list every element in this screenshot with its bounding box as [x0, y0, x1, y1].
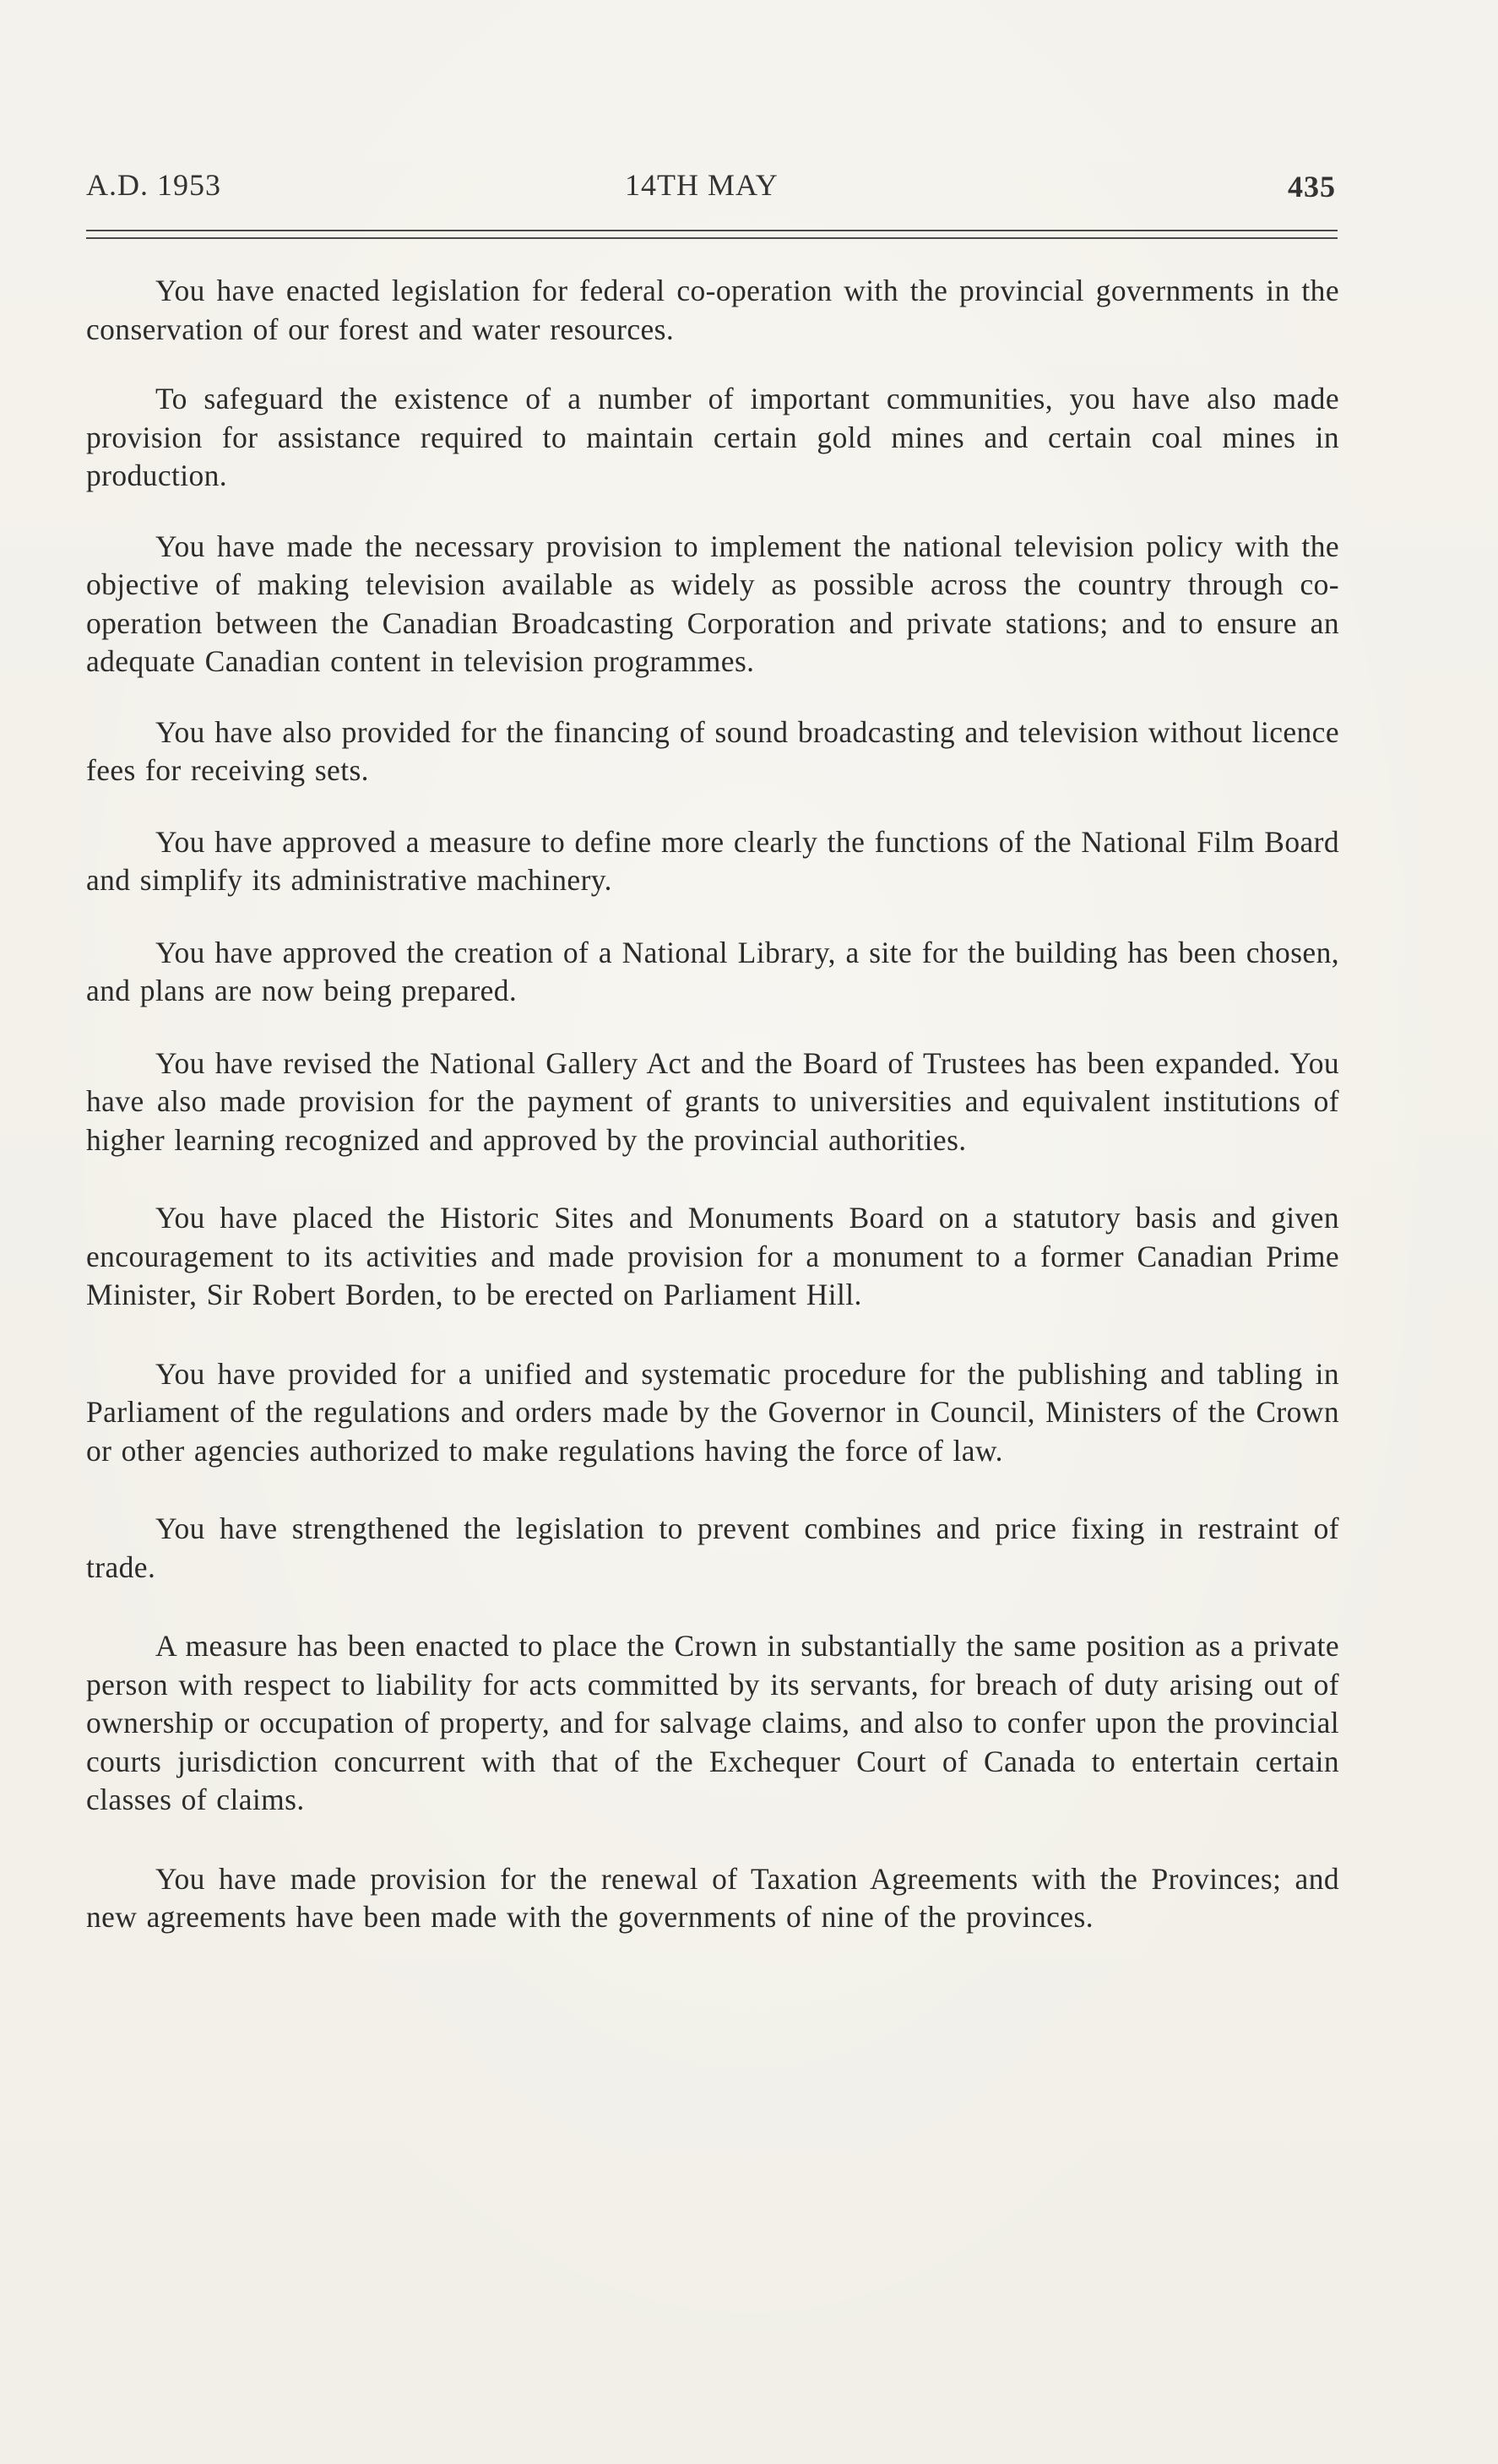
paragraph-national-library: You have approved the creation of a National Library, a site for the building has been chosen, and plans are now being prepared. [86, 935, 1339, 1007]
page-header [86, 167, 1336, 209]
page-number: 435 [1288, 170, 1336, 204]
paragraph-television-policy: You have made the necessary provision to implement the national television policy with the objective of making television available as widely as possible across the country through co-operation between the Canadian Broadcasting Corporation and private stations; and to ensure an adequate Canadian content in television programmes. [86, 529, 1339, 678]
paragraph-forest-water: You have enacted legislation for federal co-operation with the provincial governments in the conservation of our forest and water resources. [86, 274, 1339, 346]
paragraph-combines: You have strengthened the legislation to prevent combines and price fixing in restraint of trade. [86, 1512, 1339, 1584]
paragraph-film-board: You have approved a measure to define more clearly the functions of the National Film Board and simplify its administrative machinery. [86, 824, 1339, 897]
header-rule-top [86, 230, 1338, 231]
header-year: A.D. 1953 [86, 168, 221, 202]
paragraph-regulations: You have provided for a unified and systematic procedure for the publishing and tabling in Parliament of the regulations and orders made by the Governor in Council, Ministers of the Crown or other agencies authorized to make regulations having the force of law. [86, 1356, 1339, 1468]
paragraph-mines: To safeguard the existence of a number of important communities, you have also made provision for assistance required to maintain certain gold mines and certain coal mines in production. [86, 382, 1339, 492]
paragraph-historic-sites: You have placed the Historic Sites and Monuments Board on a statutory basis and given encouragement to its activities and made provision for a monument to a former Canadian Prime Minister, Sir Robert Borden, to be erected on Parliament Hill. [86, 1201, 1339, 1311]
header-rule-bottom [86, 237, 1338, 239]
paragraph-taxation-agreements: You have made provision for the renewal of Taxation Agreements with the Provinces; and new agreements have been made with the governments of nine of the provinces. [86, 1861, 1339, 1934]
paragraph-national-gallery: You have revised the National Gallery Act and the Board of Trustees has been expanded. You have also made provision for the payment of grants to universities and equivalent institutions of higher learning recognized and approved by the provincial authorities. [86, 1045, 1339, 1157]
body-text [86, 272, 1339, 1937]
paragraph-broadcasting-financing: You have also provided for the financing of sound broadcasting and television without licence fees for receiving sets. [86, 714, 1339, 787]
paragraph-crown-liability: A measure has been enacted to place the Crown in substantially the same position as a private person with respect to liability for acts committed by its servants, for breach of duty arising out of ownership or occupation of property, and for salvage claims, and also to confer upon the provincial courts jurisdiction concurrent with that of the Exchequer Court of Canada to entertain certain classes of claims. [86, 1629, 1339, 1816]
header-date: 14TH MAY [625, 168, 779, 202]
